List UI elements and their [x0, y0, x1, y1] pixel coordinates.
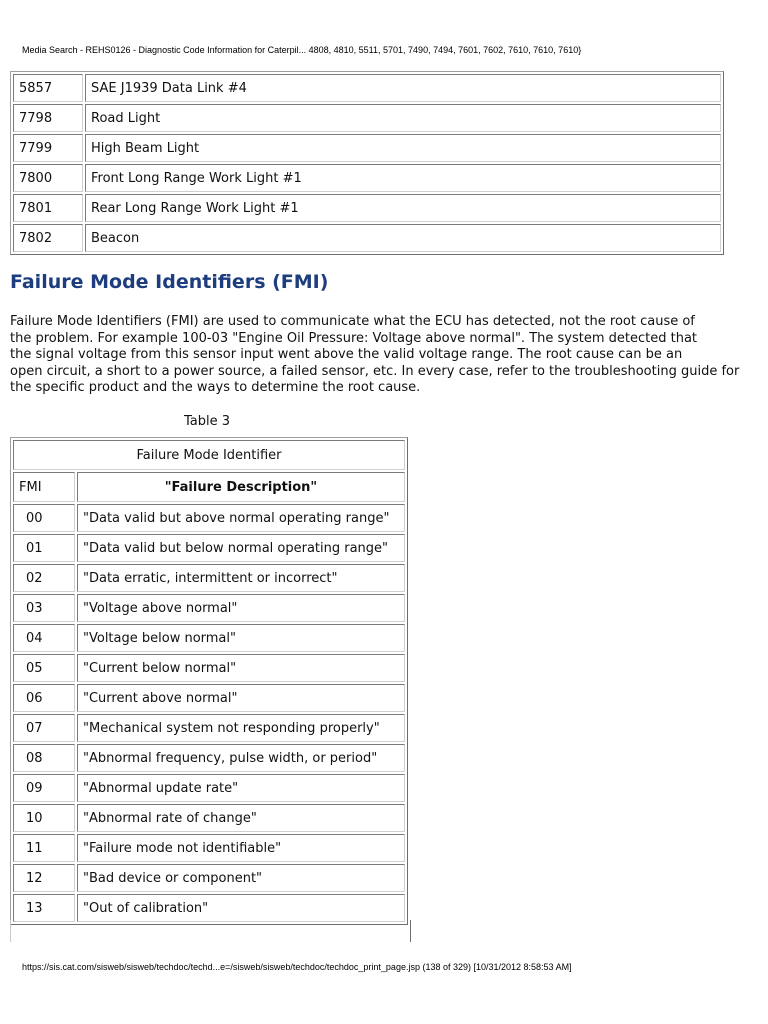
component-code-cell: 7800	[13, 164, 83, 192]
fmi-code-cell: 00	[13, 504, 75, 532]
table-title: Failure Mode Identifier	[13, 440, 405, 470]
paragraph-line: the signal voltage from this sensor input went above the valid voltage range. The root cause can be an	[10, 347, 683, 363]
paragraph-line: the specific product and the ways to determine the root cause.	[10, 380, 421, 396]
table-row	[13, 624, 405, 652]
component-description-cell: Front Long Range Work Light #1	[85, 164, 721, 192]
fmi-table	[10, 437, 408, 925]
fmi-code-cell: 12	[13, 864, 75, 892]
component-description-cell: High Beam Light	[85, 134, 721, 162]
component-description-cell: Beacon	[85, 224, 721, 252]
fmi-intro-paragraph	[10, 314, 750, 397]
table-row	[13, 134, 721, 162]
page-footer: https://sis.cat.com/sisweb/sisweb/techdoc/techd...e=/sisweb/sisweb/techdoc/techdoc_print_page.jsp (138 of 329) [10/31/2012 8:58:53 AM]	[22, 962, 572, 972]
fmi-code-cell: 07	[13, 714, 75, 742]
table-row	[13, 504, 405, 532]
table-row	[13, 654, 405, 682]
fmi-description-cell: "Data erratic, intermittent or incorrect"	[77, 564, 405, 592]
table-row	[13, 104, 721, 132]
table-row	[13, 594, 405, 622]
table-row	[13, 684, 405, 712]
fmi-description-cell: "Failure mode not identifiable"	[77, 834, 405, 862]
table-row	[13, 564, 405, 592]
table-row	[13, 834, 405, 862]
fmi-description-cell: "Abnormal rate of change"	[77, 804, 405, 832]
component-description-cell: Rear Long Range Work Light #1	[85, 194, 721, 222]
fmi-code-cell: 01	[13, 534, 75, 562]
table-row	[13, 164, 721, 192]
table-row	[13, 744, 405, 772]
paragraph-line: Failure Mode Identifiers (FMI) are used to communicate what the ECU has detected, not the root cause of	[10, 314, 695, 329]
fmi-code-cell: 11	[13, 834, 75, 862]
fmi-code-cell: 02	[13, 564, 75, 592]
page-header: Media Search - REHS0126 - Diagnostic Code Information for Caterpil... 4808, 4810, 5511, 5701, 7490, 7494, 7601, 7602, 7610, 7610, 7610}	[22, 45, 582, 55]
fmi-description-cell: "Voltage below normal"	[77, 624, 405, 652]
component-code-cell: 7799	[13, 134, 83, 162]
fmi-code-cell: 09	[13, 774, 75, 802]
section-title: Failure Mode Identifiers (FMI)	[10, 271, 329, 293]
fmi-description-cell: "Abnormal frequency, pulse width, or period"	[77, 744, 405, 772]
table-row	[13, 804, 405, 832]
fmi-description-cell: "Out of calibration"	[77, 894, 405, 922]
table-row	[13, 894, 405, 922]
fmi-description-cell: "Bad device or component"	[77, 864, 405, 892]
fmi-description-cell: "Current above normal"	[77, 684, 405, 712]
component-description-cell: SAE J1939 Data Link #4	[85, 74, 721, 102]
table-row	[13, 224, 721, 252]
table-row	[13, 774, 405, 802]
component-code-table	[10, 71, 724, 255]
fmi-description-cell: "Data valid but above normal operating range"	[77, 504, 405, 532]
column-header-fmi: FMI	[13, 472, 75, 502]
component-code-cell: 7802	[13, 224, 83, 252]
component-code-cell: 5857	[13, 74, 83, 102]
table-caption: Table 3	[184, 414, 231, 429]
component-code-cell: 7801	[13, 194, 83, 222]
fmi-code-cell: 08	[13, 744, 75, 772]
component-code-cell: 7798	[13, 104, 83, 132]
fmi-code-cell: 05	[13, 654, 75, 682]
fmi-description-cell: "Voltage above normal"	[77, 594, 405, 622]
paragraph-line: the problem. For example 100-03 "Engine Oil Pressure: Voltage above normal". The system detected that	[10, 330, 698, 346]
fmi-code-cell: 03	[13, 594, 75, 622]
table-header-row	[13, 472, 405, 502]
fmi-code-cell: 13	[13, 894, 75, 922]
fmi-code-cell: 10	[13, 804, 75, 832]
table-row	[13, 194, 721, 222]
table-continuation-edge	[10, 920, 411, 942]
fmi-description-cell: "Mechanical system not responding properly"	[77, 714, 405, 742]
column-header-description: "Failure Description"	[77, 472, 405, 502]
fmi-code-cell: 04	[13, 624, 75, 652]
table-title-row	[13, 440, 405, 470]
fmi-description-cell: "Data valid but below normal operating range"	[77, 534, 405, 562]
fmi-description-cell: "Current below normal"	[77, 654, 405, 682]
table-row	[13, 714, 405, 742]
paragraph-line: open circuit, a short to a power source, a failed sensor, etc. In every case, refer to the troubleshooting guide for	[10, 363, 740, 379]
component-description-cell: Road Light	[85, 104, 721, 132]
table-row	[13, 534, 405, 562]
table-row	[13, 74, 721, 102]
fmi-code-cell: 06	[13, 684, 75, 712]
fmi-description-cell: "Abnormal update rate"	[77, 774, 405, 802]
table-row	[13, 864, 405, 892]
